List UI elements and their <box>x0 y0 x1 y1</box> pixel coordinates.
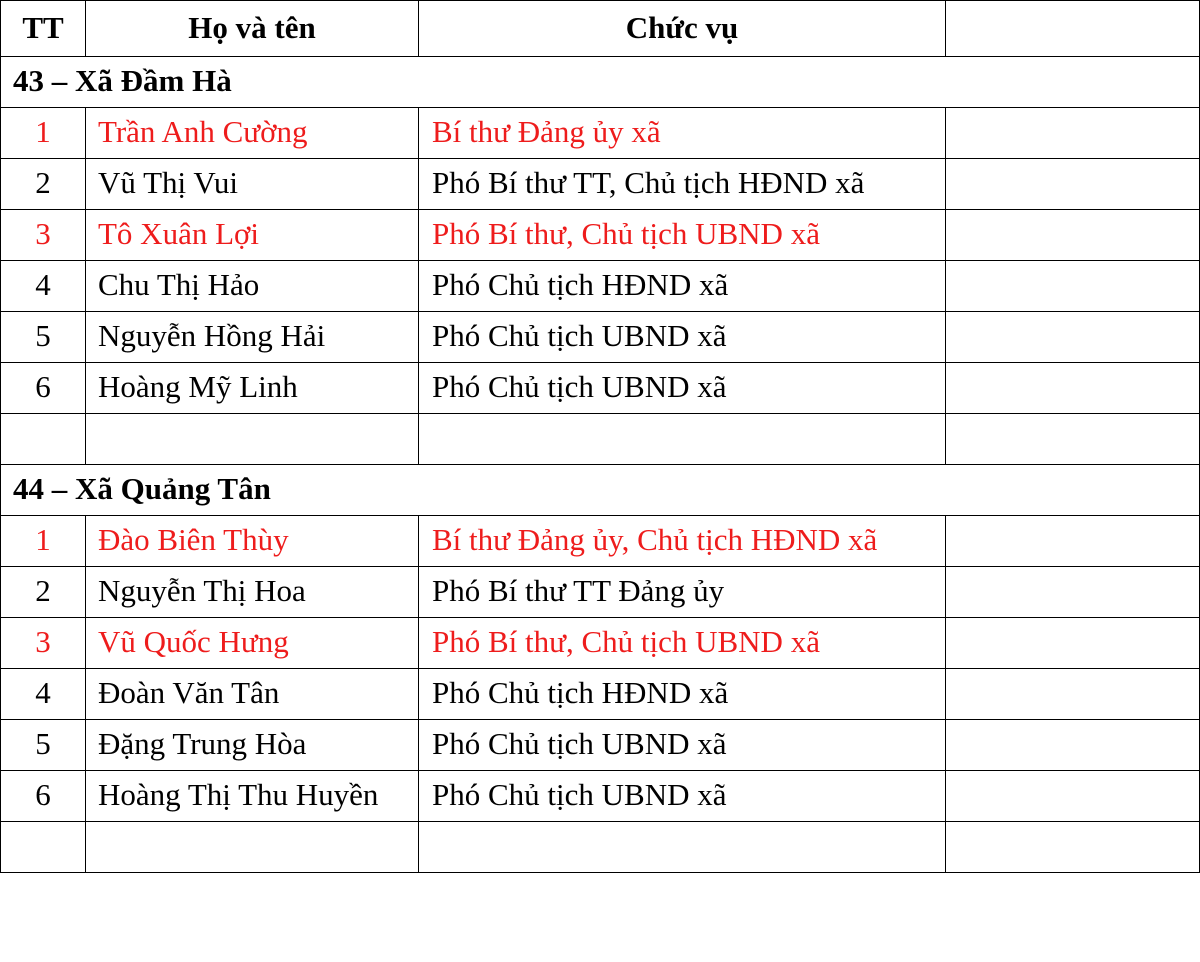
person-role: Bí thư Đảng ủy, Chủ tịch HĐND xã <box>419 516 946 567</box>
row-number: 3 <box>1 210 86 261</box>
table-row <box>1 720 1200 771</box>
table-header-row <box>1 1 1200 57</box>
header-extra <box>946 1 1200 57</box>
person-name: Đào Biên Thùy <box>86 516 419 567</box>
table-row <box>1 108 1200 159</box>
person-role: Phó Chủ tịch HĐND xã <box>419 261 946 312</box>
row-number: 2 <box>1 159 86 210</box>
extra-cell <box>946 210 1200 261</box>
row-number: 6 <box>1 363 86 414</box>
person-name: Hoàng Thị Thu Huyền <box>86 771 419 822</box>
extra-cell <box>946 618 1200 669</box>
person-role: Phó Chủ tịch UBND xã <box>419 312 946 363</box>
section-heading-row <box>1 465 1200 516</box>
row-number: 3 <box>1 618 86 669</box>
row-number: 5 <box>1 720 86 771</box>
table-row <box>1 312 1200 363</box>
person-name: Vũ Quốc Hưng <box>86 618 419 669</box>
extra-cell <box>946 363 1200 414</box>
person-name: Tô Xuân Lợi <box>86 210 419 261</box>
extra-cell <box>946 567 1200 618</box>
empty-cell <box>86 822 419 873</box>
section-heading-row <box>1 57 1200 108</box>
row-number: 4 <box>1 669 86 720</box>
empty-cell <box>946 822 1200 873</box>
header-name: Họ và tên <box>86 1 419 57</box>
person-role: Phó Bí thư, Chủ tịch UBND xã <box>419 618 946 669</box>
extra-cell <box>946 720 1200 771</box>
row-number: 5 <box>1 312 86 363</box>
table-row <box>1 771 1200 822</box>
empty-cell <box>419 414 946 465</box>
row-number: 1 <box>1 516 86 567</box>
section-title: 43 – Xã Đầm Hà <box>1 57 1200 108</box>
person-name: Vũ Thị Vui <box>86 159 419 210</box>
person-role: Phó Chủ tịch UBND xã <box>419 771 946 822</box>
person-role: Phó Chủ tịch UBND xã <box>419 720 946 771</box>
header-tt: TT <box>1 1 86 57</box>
person-name: Nguyễn Hồng Hải <box>86 312 419 363</box>
row-number: 4 <box>1 261 86 312</box>
empty-cell <box>946 414 1200 465</box>
empty-row <box>1 414 1200 465</box>
extra-cell <box>946 771 1200 822</box>
table-row <box>1 516 1200 567</box>
person-role: Bí thư Đảng ủy xã <box>419 108 946 159</box>
empty-cell <box>419 822 946 873</box>
person-name: Nguyễn Thị Hoa <box>86 567 419 618</box>
extra-cell <box>946 516 1200 567</box>
person-name: Đặng Trung Hòa <box>86 720 419 771</box>
extra-cell <box>946 159 1200 210</box>
person-name: Hoàng Mỹ Linh <box>86 363 419 414</box>
table-row <box>1 567 1200 618</box>
empty-row <box>1 822 1200 873</box>
row-number: 2 <box>1 567 86 618</box>
section-title: 44 – Xã Quảng Tân <box>1 465 1200 516</box>
table-row <box>1 210 1200 261</box>
table-row <box>1 669 1200 720</box>
empty-cell <box>1 414 86 465</box>
empty-cell <box>86 414 419 465</box>
person-role: Phó Bí thư TT, Chủ tịch HĐND xã <box>419 159 946 210</box>
table-row <box>1 618 1200 669</box>
row-number: 1 <box>1 108 86 159</box>
person-role: Phó Bí thư, Chủ tịch UBND xã <box>419 210 946 261</box>
header-role: Chức vụ <box>419 1 946 57</box>
extra-cell <box>946 669 1200 720</box>
extra-cell <box>946 108 1200 159</box>
person-role: Phó Bí thư TT Đảng ủy <box>419 567 946 618</box>
person-role: Phó Chủ tịch HĐND xã <box>419 669 946 720</box>
person-role: Phó Chủ tịch UBND xã <box>419 363 946 414</box>
row-number: 6 <box>1 771 86 822</box>
table-row <box>1 363 1200 414</box>
extra-cell <box>946 312 1200 363</box>
table-row <box>1 261 1200 312</box>
empty-cell <box>1 822 86 873</box>
person-name: Đoàn Văn Tân <box>86 669 419 720</box>
extra-cell <box>946 261 1200 312</box>
person-name: Chu Thị Hảo <box>86 261 419 312</box>
person-name: Trần Anh Cường <box>86 108 419 159</box>
table-row <box>1 159 1200 210</box>
